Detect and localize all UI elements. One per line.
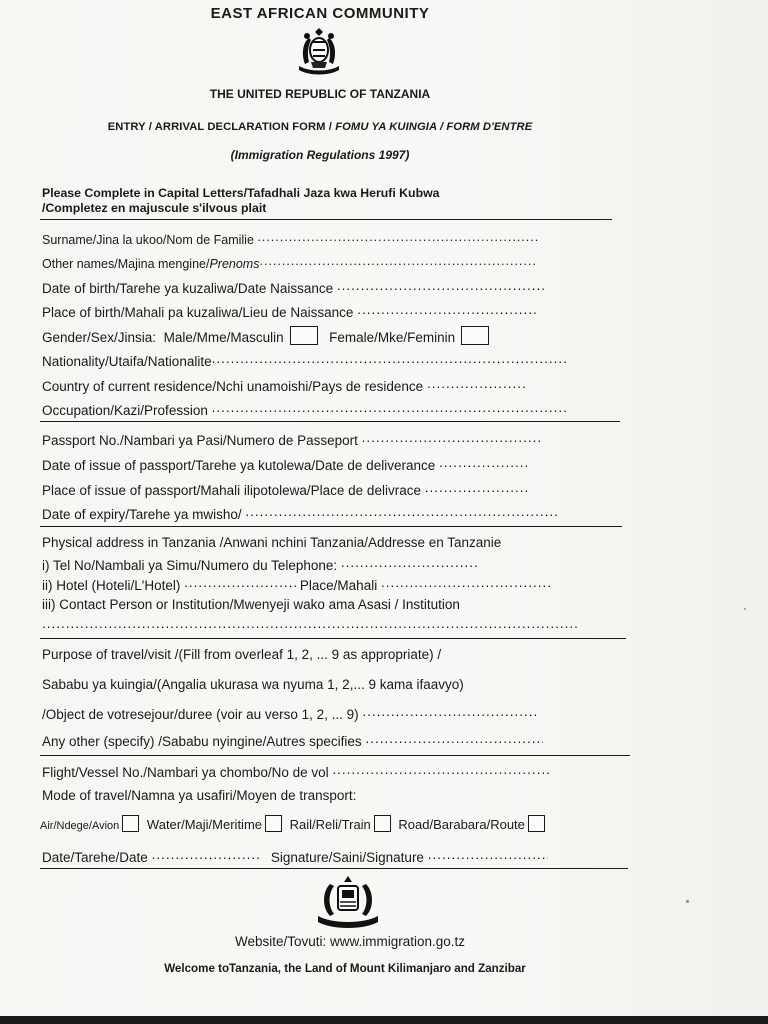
mode-label: Mode of travel/Namna ya usafiri/Moyen de transport: <box>42 788 357 803</box>
flight-field[interactable] <box>42 762 552 780</box>
issue-date-label: Date of issue of passport/Tarehe ya kutolewa/Date de deliverance <box>42 458 436 473</box>
occupation-field[interactable] <box>42 400 567 418</box>
hotel-field[interactable] <box>42 575 553 593</box>
contact-label: iii) Contact Person or Institution/Mwenyeji wako ama Asasi / Institution <box>42 597 460 612</box>
purpose-line-3: /Object de votresejour/duree (voir au verso 1, 2, ... 9) <box>42 707 359 722</box>
residence-field[interactable] <box>42 376 527 394</box>
regulation-title: (Immigration Regulations 1997) <box>230 148 410 162</box>
gender-label: Gender/Sex/Jinsia: <box>42 330 157 345</box>
rail-checkbox[interactable] <box>374 815 391 832</box>
nationality-field[interactable] <box>42 351 567 369</box>
mode-options <box>40 815 549 832</box>
water-label: Water/Maji/Meritime <box>146 817 263 832</box>
website-text: Website/Tovuti: www.immigration.go.tz <box>234 934 466 949</box>
other-names-label: Other names/Majina mengine/ <box>42 257 210 271</box>
instruction-line-1: Please Complete in Capital Letters/Tafadhali Jaza kwa Herufi Kubwa <box>42 186 440 200</box>
scan-speck <box>744 608 746 610</box>
issue-date-field[interactable] <box>42 455 527 473</box>
male-checkbox[interactable] <box>290 326 318 345</box>
passport-number-field[interactable] <box>42 430 542 448</box>
form-title-sw-fr: FOMU YA KUINGIA / FORM D'ENTRE <box>335 121 533 133</box>
issue-place-field[interactable] <box>42 480 530 498</box>
divider <box>40 526 622 527</box>
air-checkbox[interactable] <box>122 815 139 832</box>
nationality-label: Nationality/Utaifa/Nationalite <box>42 354 212 369</box>
pob-label: Place of birth/Mahali pa kuzaliwa/Lieu de Naissance <box>42 305 354 320</box>
signoff-row <box>42 847 548 865</box>
contact-field <box>42 597 460 612</box>
dob-label: Date of birth/Tarehe ya kuzaliwa/Date Naissance <box>42 281 334 296</box>
date-label: Date/Tarehe/Date <box>42 850 148 865</box>
hotel-label: ii) Hotel (Hoteli/L'Hotel) <box>42 578 181 593</box>
expiry-label: Date of expiry/Tarehe ya mwisho/ <box>42 507 242 522</box>
instructions <box>42 186 440 216</box>
divider <box>40 638 626 639</box>
coat-of-arms-icon <box>289 28 349 76</box>
dob-field[interactable] <box>42 278 545 296</box>
female-checkbox[interactable] <box>461 326 489 345</box>
other-names-field[interactable] <box>42 254 537 271</box>
scan-speck <box>686 900 689 903</box>
org-title: EAST AFRICAN COMMUNITY <box>210 5 430 22</box>
divider <box>40 421 620 422</box>
instruction-line-2: /Completez en majuscule s'ilvous plait <box>42 201 267 215</box>
date-field[interactable] <box>42 850 260 865</box>
form-title <box>0 121 640 133</box>
other-purpose-label: Any other (specify) /Sababu nyingine/Autres specifies <box>42 734 362 749</box>
welcome-text: Welcome toTanzania, the Land of Mount Kilimanjaro and Zanzibar <box>164 962 526 975</box>
gender-field <box>42 326 493 345</box>
address-title: Physical address in Tanzania /Anwani nchini Tanzania/Addresse en Tanzanie <box>42 535 502 550</box>
passport-number-label: Passport No./Nambari ya Pasi/Numero de Passeport <box>42 433 358 448</box>
purpose-line-2: Sababu ya kuingia/(Angalia ukurasa wa nyuma 1, 2,... 9 kama ifaavyo) <box>42 677 464 692</box>
other-names-label-fr: Prenoms <box>209 257 260 271</box>
signature-field[interactable] <box>271 850 548 865</box>
immigration-seal-icon <box>312 874 384 930</box>
divider <box>40 755 630 756</box>
place-label: Place/Mahali <box>299 578 378 593</box>
flight-label: Flight/Vessel No./Nambari ya chombo/No de vol <box>42 765 329 780</box>
surname-label: Surname/Jina la ukoo/Nom de Familie <box>42 233 254 247</box>
contact-input[interactable] <box>42 616 577 634</box>
country-title: THE UNITED REPUBLIC OF TANZANIA <box>209 87 431 101</box>
tel-field[interactable] <box>42 555 479 573</box>
divider <box>40 219 612 220</box>
pob-field[interactable] <box>42 302 537 320</box>
road-checkbox[interactable] <box>528 815 545 832</box>
female-label: Female/Mke/Feminin <box>329 330 456 345</box>
expiry-field[interactable] <box>42 504 559 522</box>
air-label: Air/Ndege/Avion <box>40 820 120 832</box>
residence-label: Country of current residence/Nchi unamoishi/Pays de residence <box>42 379 424 394</box>
divider <box>40 868 628 869</box>
road-label: Road/Barabara/Route <box>398 817 525 832</box>
scan-edge <box>0 1016 768 1024</box>
signature-label: Signature/Saini/Signature <box>270 850 424 865</box>
water-checkbox[interactable] <box>265 815 282 832</box>
tel-label: i) Tel No/Nambali ya Simu/Numero du Telephone: <box>42 558 338 573</box>
surname-field[interactable] <box>42 230 539 247</box>
male-label: Male/Mme/Masculin <box>163 330 284 345</box>
rail-label: Rail/Reli/Train <box>289 817 371 832</box>
form-title-en: ENTRY / ARRIVAL DECLARATION FORM / <box>107 121 336 133</box>
issue-place-label: Place of issue of passport/Mahali ilipotolewa/Place de delivrace <box>42 483 421 498</box>
occupation-label: Occupation/Kazi/Profession <box>42 403 208 418</box>
purpose-line-1: Purpose of travel/visit /(Fill from overleaf 1, 2, ... 9 as appropriate) / <box>42 647 442 662</box>
other-purpose-field[interactable] <box>42 731 543 749</box>
purpose-field[interactable] <box>42 704 538 722</box>
